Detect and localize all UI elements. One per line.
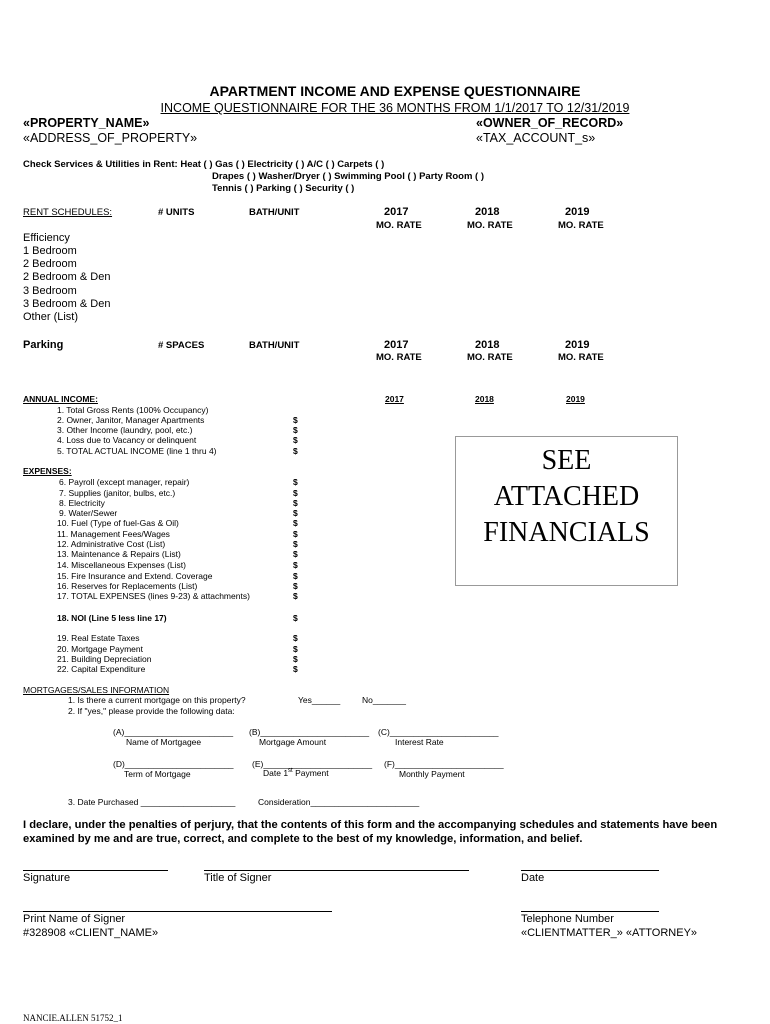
rent-rate-2018: MO. RATE xyxy=(467,220,513,231)
rent-year-2017: 2017 xyxy=(384,206,409,218)
expense-dollar-12: $ xyxy=(293,539,298,549)
rent-row-3-bedroom-den: 3 Bedroom & Den xyxy=(23,298,111,310)
first-payment-date-label: Date 1st Payment xyxy=(263,768,329,778)
services-line-3: Tennis ( ) Parking ( ) Security ( ) xyxy=(212,183,355,194)
annual-income-label: ANNUAL INCOME: xyxy=(23,394,98,404)
mortgage-question-1: 1. Is there a current mortgage on this property? xyxy=(68,695,246,705)
print-name-line[interactable] xyxy=(23,911,332,912)
property-name: «PROPERTY_NAME» xyxy=(23,116,150,130)
mortgage-amount-label: Mortgage Amount xyxy=(259,737,327,747)
term-of-mortgage-field[interactable]: (D)_______________________ xyxy=(113,759,234,769)
declaration-line-2: examined by me and are true, correct, and complete to the best of my knowledge, information, and belief. xyxy=(23,833,583,845)
client-name: #328908 «CLIENT_NAME» xyxy=(23,927,159,939)
telephone-label: Telephone Number xyxy=(521,913,614,925)
income-item-4: 4. Loss due to Vacancy or delinquent xyxy=(57,435,197,445)
title-of-signer-line[interactable] xyxy=(204,870,469,871)
expense-item-15: 15. Fire Insurance and Extend. Coverage xyxy=(57,571,213,581)
income-year-2018: 2018 xyxy=(475,394,494,404)
consideration-field[interactable]: Consideration_______________________ xyxy=(258,797,420,807)
page-subtitle: INCOME QUESTIONNAIRE FOR THE 36 MONTHS FROM 1/1/2017 TO 12/31/2019 xyxy=(160,101,630,115)
expense-item-14: 14. Miscellaneous Expenses (List) xyxy=(57,560,186,570)
expenses-label: EXPENSES: xyxy=(23,466,72,476)
expense-item-10: 10. Fuel (Type of fuel-Gas & Oil) xyxy=(57,518,179,528)
expense-item-12: 12. Administrative Cost (List) xyxy=(57,539,166,549)
income-dollar-4: $ xyxy=(293,446,298,456)
owner-of-record: «OWNER_OF_RECORD» xyxy=(476,116,624,130)
expense-dollar-15: $ xyxy=(293,571,298,581)
rent-row-3-bedroom: 3 Bedroom xyxy=(23,285,77,297)
rent-schedules-label: RENT SCHEDULES: xyxy=(23,207,113,218)
expense-dollar-17: $ xyxy=(293,591,298,601)
expense-dollar-16: $ xyxy=(293,581,298,591)
expense-item-6: 6. Payroll (except manager, repair) xyxy=(59,477,190,487)
title-of-signer-label: Title of Signer xyxy=(204,872,272,884)
monthly-payment-field[interactable]: (F)_______________________ xyxy=(384,759,504,769)
expense-item-22: 22. Capital Expenditure xyxy=(57,664,146,674)
expense-dollar-21: $ xyxy=(293,654,298,664)
page-title: APARTMENT INCOME AND EXPENSE QUESTIONNAIRE xyxy=(209,83,581,99)
expense-item-20: 20. Mortgage Payment xyxy=(57,644,143,654)
expense-dollar-22: $ xyxy=(293,664,298,674)
rent-year-2019: 2019 xyxy=(565,206,590,218)
expense-dollar-13: $ xyxy=(293,549,298,559)
tax-account: «TAX_ACCOUNT_s» xyxy=(476,131,596,145)
income-item-1: 1. Total Gross Rents (100% Occupancy) xyxy=(57,405,209,415)
rent-row-2-bedroom: 2 Bedroom xyxy=(23,258,77,270)
expense-item-8: 8. Electricity xyxy=(59,498,105,508)
noi-label: 18. NOI (Line 5 less line 17) xyxy=(57,613,167,623)
rent-row-1-bedroom: 1 Bedroom xyxy=(23,245,77,257)
income-item-2: 2. Owner, Janitor, Manager Apartments xyxy=(57,415,205,425)
date-purchased-field[interactable]: 3. Date Purchased ____________________ xyxy=(68,797,236,807)
expense-item-19: 19. Real Estate Taxes xyxy=(57,633,140,643)
expense-dollar-6: $ xyxy=(293,477,298,487)
mortgage-amount-field[interactable]: (B)_______________________ xyxy=(249,727,370,737)
parking-rate-2019: MO. RATE xyxy=(558,352,604,363)
parking-spaces-header: # SPACES xyxy=(158,340,205,351)
expense-dollar-14: $ xyxy=(293,560,298,570)
client-matter-attorney: «CLIENTMATTER_» «ATTORNEY» xyxy=(521,927,698,939)
expense-dollar-9: $ xyxy=(293,508,298,518)
rent-row-2-bedroom-den: 2 Bedroom & Den xyxy=(23,271,111,283)
mortgage-yes-field[interactable]: Yes______ xyxy=(298,695,341,705)
income-item-5: 5. TOTAL ACTUAL INCOME (line 1 thru 4) xyxy=(57,446,217,456)
income-year-2019: 2019 xyxy=(566,394,585,404)
see-attached-box xyxy=(455,436,678,586)
expense-item-11: 11. Management Fees/Wages xyxy=(57,529,170,539)
rent-year-2018: 2018 xyxy=(475,206,500,218)
property-address: «ADDRESS_OF_PROPERTY» xyxy=(23,131,198,145)
mortgage-question-2: 2. If "yes," please provide the following data: xyxy=(68,706,235,716)
rent-row-efficiency: Efficiency xyxy=(23,232,70,244)
parking-bath-header: BATH/UNIT xyxy=(249,340,300,351)
see-attached-line-2: ATTACHED xyxy=(493,481,640,512)
parking-year-2019: 2019 xyxy=(565,339,590,351)
expense-item-13: 13. Maintenance & Repairs (List) xyxy=(57,549,181,559)
expense-item-9: 9. Water/Sewer xyxy=(59,508,118,518)
parking-year-2018: 2018 xyxy=(475,339,500,351)
parking-rate-2017: MO. RATE xyxy=(376,352,422,363)
mortgagee-name-field[interactable]: (A)_______________________ xyxy=(113,727,234,737)
name-of-mortgagee-label: Name of Mortgagee xyxy=(126,737,202,747)
rent-units-header: # UNITS xyxy=(158,207,195,218)
telephone-line[interactable] xyxy=(521,911,659,912)
services-line-1: Check Services & Utilities in Rent: Heat ( ) Gas ( ) Electricity ( ) A/C ( ) Carpets ( ) xyxy=(23,159,385,170)
mortgage-label: MORTGAGES/SALES INFORMATION xyxy=(23,685,170,695)
income-year-2017: 2017 xyxy=(385,394,404,404)
rent-bath-header: BATH/UNIT xyxy=(249,207,300,218)
see-attached-line-1: SEE xyxy=(541,445,592,476)
first-payment-date-field[interactable]: (E)_______________________ xyxy=(252,759,373,769)
income-dollar-1: $ xyxy=(293,415,298,425)
expense-item-7: 7. Supplies (janitor, bulbs, etc.) xyxy=(59,488,176,498)
parking-label: Parking xyxy=(23,339,64,351)
rent-rate-2019: MO. RATE xyxy=(558,220,604,231)
expense-dollar-10: $ xyxy=(293,518,298,528)
expense-dollar-19: $ xyxy=(293,633,298,643)
expense-dollar-20: $ xyxy=(293,644,298,654)
expense-item-16: 16. Reserves for Replacements (List) xyxy=(57,581,198,591)
expense-dollar-7: $ xyxy=(293,488,298,498)
date-line[interactable] xyxy=(521,870,659,871)
monthly-payment-label: Monthly Payment xyxy=(399,769,465,779)
interest-rate-field[interactable]: (C)_______________________ xyxy=(378,727,499,737)
expense-item-21: 21. Building Depreciation xyxy=(57,654,152,664)
interest-rate-label: Interest Rate xyxy=(395,737,444,747)
expense-dollar-11: $ xyxy=(293,529,298,539)
parking-rate-2018: MO. RATE xyxy=(467,352,513,363)
services-line-2: Drapes ( ) Washer/Dryer ( ) Swimming Pool ( ) Party Room ( ) xyxy=(212,171,485,182)
income-dollar-2: $ xyxy=(293,425,298,435)
expense-dollar-8: $ xyxy=(293,498,298,508)
income-item-3: 3. Other Income (laundry, pool, etc.) xyxy=(57,425,193,435)
date-label: Date xyxy=(521,872,545,884)
print-name-label: Print Name of Signer xyxy=(23,913,126,925)
rent-rate-2017: MO. RATE xyxy=(376,220,422,231)
mortgage-no-field[interactable]: No_______ xyxy=(362,695,406,705)
income-dollar-3: $ xyxy=(293,435,298,445)
expense-item-17: 17. TOTAL EXPENSES (lines 9-23) & attachments) xyxy=(57,591,250,601)
rent-row-other: Other (List) xyxy=(23,311,79,323)
term-of-mortgage-label: Term of Mortgage xyxy=(124,769,191,779)
footer-document-id: NANCIE.ALLEN 51752_1 xyxy=(23,1013,123,1023)
signature-line[interactable] xyxy=(23,870,168,871)
parking-year-2017: 2017 xyxy=(384,339,409,351)
signature-label: Signature xyxy=(23,872,71,884)
noi-dollar: $ xyxy=(293,613,298,623)
see-attached-line-3: FINANCIALS xyxy=(483,517,650,548)
declaration-line-1: I declare, under the penalties of perjury, that the contents of this form and the accompanying schedules and statements have been xyxy=(23,819,718,831)
